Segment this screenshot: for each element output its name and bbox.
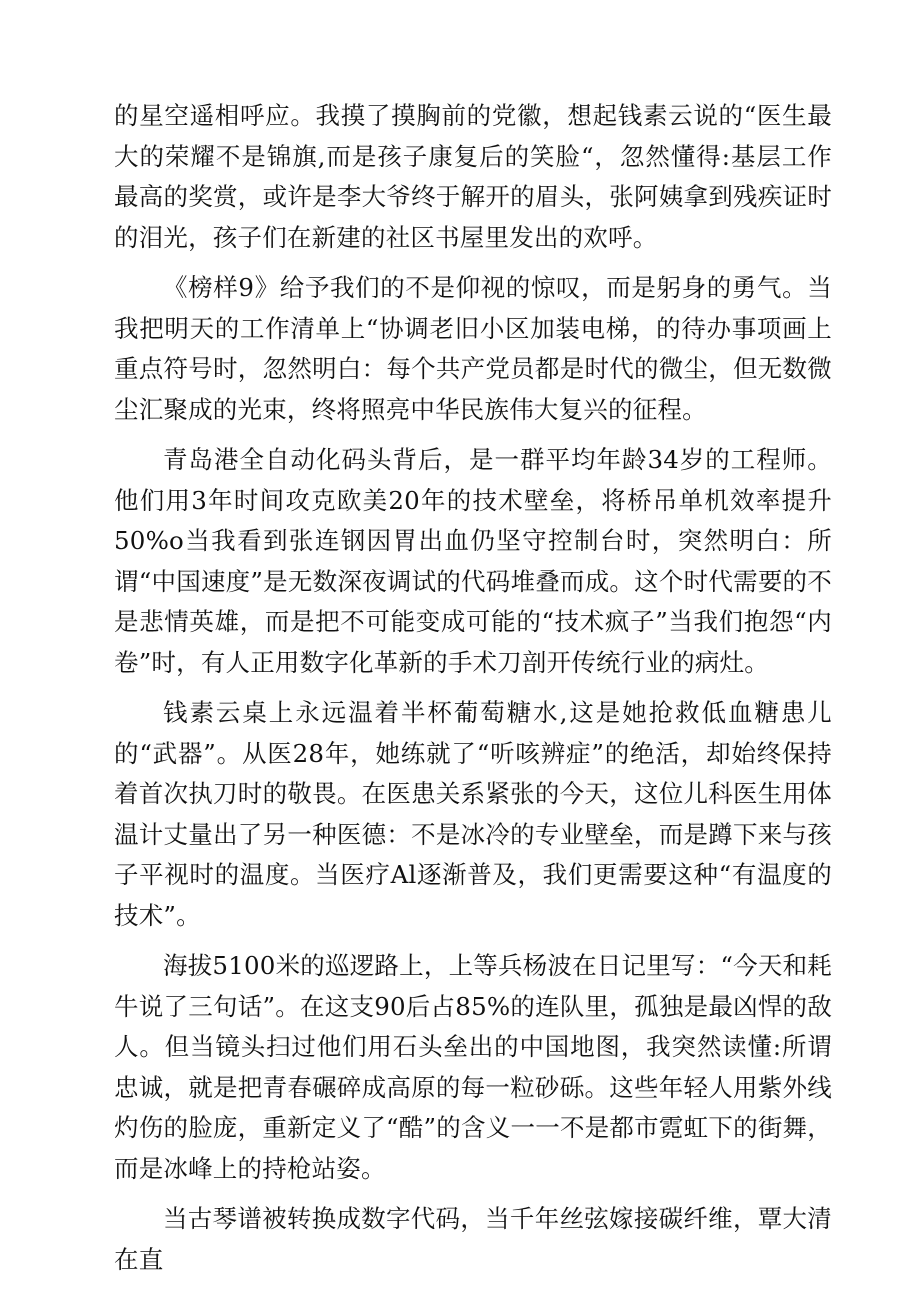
document-body	[114, 96, 832, 1290]
paragraph-5: 海拔5100米的巡逻路上，上等兵杨波在日记里写：“今天和耗牛说了三句话”。在这支90后占85%的连队里，孤独是最凶悍的敌人。但当镜头扫过他们用石头垒出的中国地图，我突然读懂:所谓忠诚，就是把青春碾碎成高原的每一粒砂砾。这些年轻人用紫外线灼伤的脸庞，重新定义了“酷”的含义一一不是都市霓虹下的街舞，而是冰峰上的持枪站姿。	[114, 951, 832, 1183]
paragraph-3: 青岛港全自动化码头背后，是一群平均年龄34岁的工程师。他们用3年时间攻克欧美20年的技术壁垒，将桥吊单机效率提升50%o当我看到张连钢因胃出血仍坚守控制台时，突然明白：所谓“中国速度”是无数深夜调试的代码堆叠而成。这个时代需要的不是悲情英雄，而是把不可能变成可能的“技术疯子”当我们抱怨“内卷”时，有人正用数字化革新的手术刀剖开传统行业的病灶。	[114, 445, 832, 677]
paragraph-1: 的星空遥相呼应。我摸了摸胸前的党徽，想起钱素云说的“医生最大的荣耀不是锦旗,而是孩子康复后的笑脸“，忽然懂得:基层工作最高的奖赏，或许是李大爷终于解开的眉头，张阿姨拿到残疾证时的泪光，孩子们在新建的社区书屋里发出的欢呼。	[114, 101, 832, 252]
paragraph-6: 当古琴谱被转换成数字代码，当千年丝弦嫁接碳纤维，覃大清在直	[114, 1204, 832, 1274]
paragraph-2: 《榜样9》给予我们的不是仰视的惊叹，而是躬身的勇气。当我把明天的工作清单上“协调老旧小区加装电梯，的待办事项画上重点符号时，忽然明白：每个共产党员都是时代的微尘，但无数微尘汇聚成的光束，终将照亮中华民族伟大复兴的征程。	[114, 273, 832, 424]
paragraph-4: 钱素云桌上永远温着半杯葡萄糖水,这是她抢救低血糖患儿的“武器”。从医28年，她练就了“听咳辨症”的绝活，却始终保持着首次执刀时的敬畏。在医患关系紧张的今天，这位儿科医生用体温计丈量出了另一种医德：不是冰冷的专业壁垒，而是蹲下来与孩子平视时的温度。当医疗Al逐渐普及，我们更需要这种“有温度的技术”。	[114, 698, 832, 930]
